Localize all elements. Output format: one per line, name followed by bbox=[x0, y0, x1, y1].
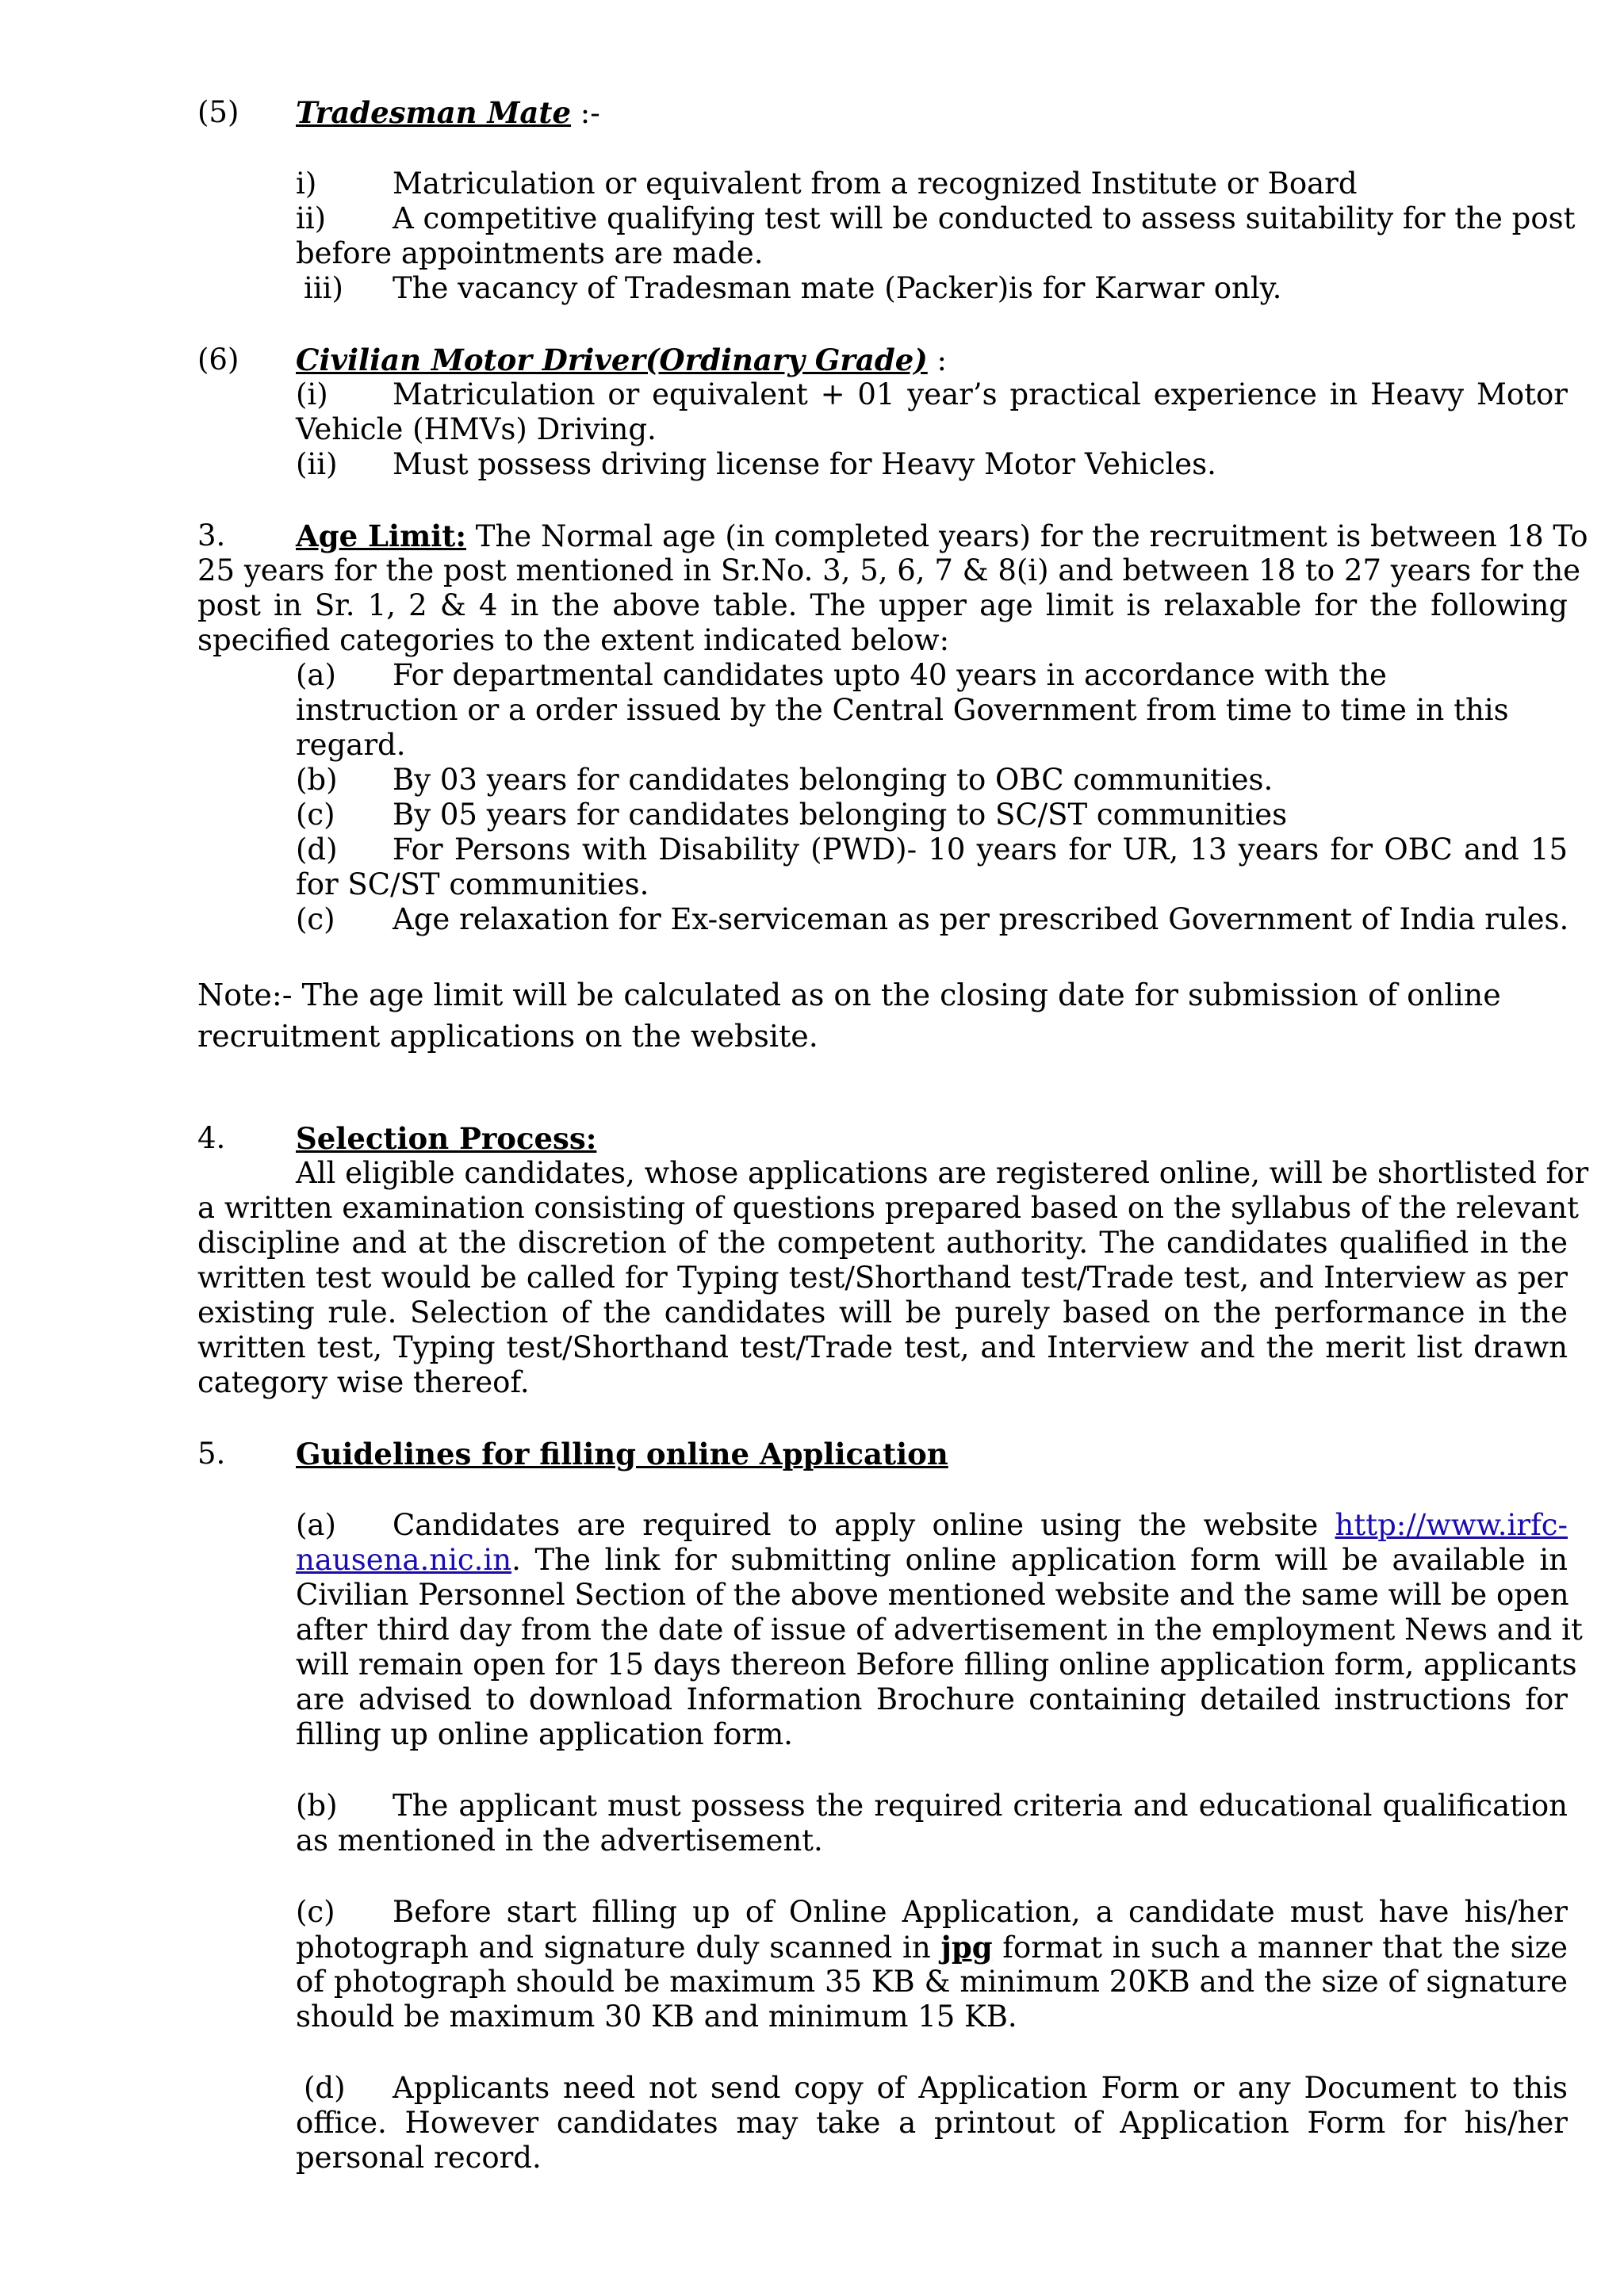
selection-line-1: All eligible candidates, whose applications are registered online, will be shortlisted for bbox=[296, 1156, 1589, 1190]
s6-i-text-2: Vehicle (HMVs) Driving. bbox=[296, 412, 657, 446]
guide-a-line-6: are advised to download Information Brochure containing detailed instructions for bbox=[296, 1682, 1568, 1716]
jpg-format-label: jpg bbox=[940, 1930, 993, 1965]
s6-ii-text: Must possess driving license for Heavy Motor Vehicles. bbox=[393, 447, 1216, 481]
s5-ii-text-1: A competitive qualifying test will be conducted to assess suitability for the post bbox=[393, 201, 1576, 235]
age-line-1 bbox=[296, 519, 1588, 554]
section-4-number: 4. bbox=[197, 1121, 226, 1155]
guide-b-label: (b) bbox=[296, 1789, 338, 1823]
guide-a-line-5: will remain open for 15 days thereon Before filling online application form, applicants bbox=[296, 1647, 1577, 1682]
age-d-text-1: For Persons with Disability (PWD)- 10 years for UR, 13 years for OBC and 15 bbox=[393, 832, 1568, 867]
section-5-guidelines-number: 5. bbox=[197, 1437, 226, 1471]
guide-c-line-4: should be maximum 30 KB and minimum 15 KB. bbox=[296, 1999, 1017, 2034]
section-5-number: (5) bbox=[197, 95, 239, 129]
age-b-label: (b) bbox=[296, 763, 338, 797]
s5-ii-label: ii) bbox=[296, 201, 327, 235]
guide-a-line-4: after third day from the date of issue of advertisement in the employment News and it bbox=[296, 1613, 1583, 1647]
section-5-heading bbox=[296, 95, 1565, 131]
guide-c-line-2-pre: photograph and signature duly scanned in bbox=[296, 1931, 941, 1965]
s6-ii-label: (ii) bbox=[296, 447, 338, 481]
guide-a-line-3: Civilian Personnel Section of the above mentioned website and the same will be open bbox=[296, 1578, 1569, 1612]
guide-c-line-2-post: format in such a manner that the size bbox=[992, 1931, 1568, 1965]
website-link-part-2[interactable]: nausena.nic.in bbox=[296, 1543, 512, 1577]
age-note-2: recruitment applications on the website. bbox=[197, 1019, 818, 1054]
guidelines-heading-text: Guidelines for filling online Application bbox=[296, 1437, 948, 1471]
section-6-title-suffix: : bbox=[927, 343, 947, 377]
guide-c-line-2 bbox=[296, 1930, 1568, 1965]
guide-a-label: (a) bbox=[296, 1508, 336, 1542]
guide-d-line-3: personal record. bbox=[296, 2141, 542, 2175]
s5-iii-text: The vacancy of Tradesman mate (Packer)is for Karwar only. bbox=[393, 271, 1282, 305]
age-line-3: post in Sr. 1, 2 & 4 in the above table. The upper age limit is relaxable for the following bbox=[197, 588, 1568, 622]
age-line-2: 25 years for the post mentioned in Sr.No. 3, 5, 6, 7 & 8(i) and between 18 to 27 years for the bbox=[197, 553, 1581, 587]
guide-b-line-2: as mentioned in the advertisement. bbox=[296, 1823, 823, 1858]
age-c-label: (c) bbox=[296, 798, 335, 832]
age-e-text: Age relaxation for Ex-serviceman as per prescribed Government of India rules. bbox=[393, 902, 1569, 936]
guide-a-line-1-text: Candidates are required to apply online using the website bbox=[393, 1508, 1335, 1542]
guide-d-label: (d) bbox=[304, 2071, 346, 2105]
age-a-text-1: For departmental candidates upto 40 years in accordance with the bbox=[393, 658, 1387, 692]
website-link-part-1[interactable]: http://www.irfc- bbox=[1335, 1508, 1568, 1542]
age-a-text-2: instruction or a order issued by the Central Government from time to time in this bbox=[296, 693, 1509, 727]
selection-line-5: existing rule. Selection of the candidates will be purely based on the performance in the bbox=[197, 1295, 1568, 1330]
selection-heading-text: Selection Process: bbox=[296, 1121, 597, 1156]
selection-line-3: discipline and at the discretion of the competent authority. The candidates qualified in the bbox=[197, 1226, 1568, 1260]
s6-i-label: (i) bbox=[296, 377, 328, 411]
guide-c-line-1: Before start filling up of Online Application, a candidate must have his/her bbox=[393, 1895, 1568, 1929]
guide-d-line-2: office. However candidates may take a printout of Application Form for his/her bbox=[296, 2106, 1568, 2140]
s5-i-label: i) bbox=[296, 166, 317, 201]
selection-line-4: written test would be called for Typing test/Shorthand test/Trade test, and Interview as per bbox=[197, 1261, 1568, 1295]
guide-c-label: (c) bbox=[296, 1895, 335, 1929]
age-a-text-3: regard. bbox=[296, 728, 406, 762]
section-6-title: Civilian Motor Driver(Ordinary Grade) bbox=[296, 342, 928, 377]
age-d-text-2: for SC/ST communities. bbox=[296, 867, 649, 901]
section-5-title-suffix: :- bbox=[571, 96, 600, 130]
age-d-label: (d) bbox=[296, 832, 338, 867]
guidelines-heading bbox=[296, 1437, 1565, 1472]
section-3-number: 3. bbox=[197, 519, 226, 553]
age-note-1: Note:- The age limit will be calculated as on the closing date for submission of online bbox=[197, 978, 1501, 1012]
s5-i-text: Matriculation or equivalent from a recognized Institute or Board bbox=[393, 166, 1358, 201]
guide-a-line-1 bbox=[393, 1508, 1568, 1543]
section-6-heading bbox=[296, 342, 1565, 378]
age-limit-heading: Age Limit: bbox=[296, 519, 467, 553]
guide-b-line-1: The applicant must possess the required criteria and educational qualification bbox=[393, 1789, 1568, 1823]
age-e-label: (c) bbox=[296, 902, 335, 936]
selection-heading bbox=[296, 1121, 1565, 1157]
section-5-title: Tradesman Mate bbox=[296, 95, 572, 130]
s6-i-text-1: Matriculation or equivalent + 01 year’s practical experience in Heavy Motor bbox=[393, 377, 1568, 411]
s5-ii-text-2: before appointments are made. bbox=[296, 236, 764, 270]
selection-line-2: a written examination consisting of questions prepared based on the syllabus of the relevant bbox=[197, 1191, 1580, 1225]
guide-a-line-2-text: . The link for submitting online application form will be available in bbox=[511, 1543, 1568, 1577]
age-line-1-text: The Normal age (in completed years) for the recruitment is between 18 To bbox=[466, 519, 1588, 553]
selection-line-7: category wise thereof. bbox=[197, 1365, 530, 1399]
section-6-number: (6) bbox=[197, 342, 239, 377]
guide-a-line-7: filling up online application form. bbox=[296, 1717, 793, 1751]
age-c-text: By 05 years for candidates belonging to SC/ST communities bbox=[393, 798, 1288, 832]
age-line-4: specified categories to the extent indicated below: bbox=[197, 623, 950, 657]
selection-line-6: written test, Typing test/Shorthand test/Trade test, and Interview and the merit list drawn bbox=[197, 1330, 1568, 1364]
guide-a-line-2 bbox=[296, 1543, 1568, 1578]
age-b-text: By 03 years for candidates belonging to OBC communities. bbox=[393, 763, 1274, 797]
s5-iii-label: iii) bbox=[304, 271, 343, 305]
guide-c-line-3: of photograph should be maximum 35 KB & minimum 20KB and the size of signature bbox=[296, 1965, 1568, 1999]
guide-d-line-1: Applicants need not send copy of Application Form or any Document to this bbox=[393, 2071, 1568, 2105]
age-a-label: (a) bbox=[296, 658, 336, 692]
